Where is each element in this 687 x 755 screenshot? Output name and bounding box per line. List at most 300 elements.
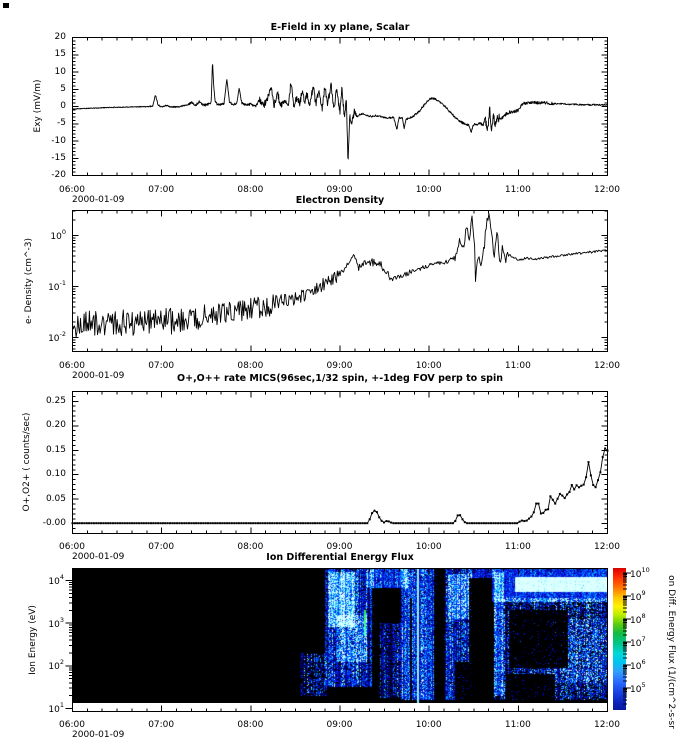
y-tick-label: $10^3$ [48, 615, 64, 630]
series-marker [357, 522, 359, 524]
series-marker [350, 522, 352, 524]
x-tick-label: 06:00 [59, 720, 85, 730]
colorbar-tick-label: $10^{10}$ [630, 566, 650, 580]
series-marker [250, 522, 252, 524]
series-marker [312, 522, 314, 524]
y-tick-label: 10 [54, 66, 66, 77]
series-marker [578, 486, 580, 488]
series-marker [76, 522, 78, 524]
series-marker [388, 520, 390, 522]
series-marker [257, 522, 259, 524]
panel3-title: O+,O++ rate MICS(96sec,1/32 spin, +-1deg FOV perp to spin [177, 373, 503, 384]
series-marker [595, 486, 597, 488]
x-tick-label: 10:00 [415, 720, 442, 730]
series-marker [521, 520, 523, 522]
x-tick-label: 11:00 [504, 542, 531, 552]
series-marker [466, 522, 468, 524]
series-marker [129, 522, 131, 524]
series-marker [228, 522, 230, 524]
colorbar-label: on Diff. Energy Flux (1/(cm^2-s-sr [666, 575, 676, 729]
series-marker [110, 522, 112, 524]
series-marker [557, 498, 559, 500]
series-marker [100, 522, 102, 524]
series-marker [504, 522, 506, 524]
panel3-series [72, 391, 608, 534]
y-tick-label: 0.25 [45, 395, 66, 406]
y-tick-label: 15 [54, 49, 66, 60]
series-marker [267, 522, 269, 524]
y-tick-label: $10^{-1}$ [48, 278, 66, 293]
series-marker [421, 522, 423, 524]
series-marker [138, 522, 140, 524]
series-marker [438, 522, 440, 524]
x-tick-label: 09:00 [326, 720, 353, 730]
y-tick-label: $10^{-2}$ [48, 329, 66, 344]
panel1-title: E-Field in xy plane, Scalar [270, 22, 410, 33]
series-marker [566, 493, 568, 495]
series-marker [343, 522, 345, 524]
series-marker [193, 522, 195, 524]
series-marker [335, 522, 337, 524]
series-marker [371, 512, 373, 514]
y-tick-label: 5 [60, 83, 66, 94]
series-marker [326, 522, 328, 524]
series-marker [198, 522, 200, 524]
series-marker [385, 520, 387, 522]
series-marker [202, 522, 204, 524]
series-marker [133, 522, 135, 524]
series-marker [219, 522, 221, 524]
series-marker [155, 522, 157, 524]
series-marker [179, 522, 181, 524]
series-marker [288, 522, 290, 524]
x-tick-label: 08:00 [237, 720, 264, 730]
series-marker [264, 522, 266, 524]
series-marker [212, 522, 214, 524]
series-marker [150, 522, 152, 524]
series-marker [485, 522, 487, 524]
series-marker [283, 522, 285, 524]
series-marker [561, 495, 563, 497]
series-marker [259, 522, 261, 524]
panel4-axes [59, 562, 621, 720]
x-tick-label: 12:00 [594, 185, 620, 195]
colorbar-tick-label: $10^9$ [630, 589, 646, 603]
series-marker [286, 522, 288, 524]
series-marker [190, 522, 192, 524]
series-marker [83, 522, 85, 524]
panel3-date-label: 2000-01-09 [72, 552, 125, 562]
series-marker [423, 522, 425, 524]
series-marker [81, 522, 83, 524]
series-marker [188, 522, 190, 524]
y-tick-label: 20 [54, 32, 66, 42]
series-marker [462, 518, 464, 520]
series-marker [98, 522, 100, 524]
series-marker [114, 522, 116, 524]
x-tick-label: 07:00 [148, 720, 175, 730]
series-marker [238, 522, 240, 524]
x-tick-label: 11:00 [504, 361, 531, 371]
x-tick-label: 09:00 [326, 361, 353, 371]
series-marker [302, 522, 304, 524]
series-marker [383, 521, 385, 523]
series-marker [145, 522, 147, 524]
series-marker [72, 522, 74, 524]
series-marker [607, 450, 609, 452]
series-marker [338, 522, 340, 524]
series-marker [309, 522, 311, 524]
series-marker [473, 522, 475, 524]
y-tick-label: -5 [57, 118, 66, 129]
series-marker [585, 476, 587, 478]
series-marker [447, 522, 449, 524]
series-marker [509, 522, 511, 524]
series-marker [269, 522, 271, 524]
series-marker [393, 522, 395, 524]
series-marker [79, 522, 81, 524]
series-marker [452, 522, 454, 524]
series-line [73, 65, 608, 159]
series-marker [533, 511, 535, 513]
series-marker [412, 522, 414, 524]
series-marker [321, 522, 323, 524]
series-marker [369, 518, 371, 520]
series-marker [362, 522, 364, 524]
panel4-date-label: 2000-01-09 [72, 730, 125, 740]
series-marker [207, 522, 209, 524]
series-marker [152, 522, 154, 524]
series-marker [126, 522, 128, 524]
series-marker [569, 491, 571, 493]
panel2-y-axis-label: e- Density (cm^-3) [24, 238, 34, 324]
x-tick-label: 07:00 [148, 185, 175, 195]
series-line [73, 449, 608, 524]
y-tick-label: -15 [51, 152, 66, 163]
series-marker [293, 522, 295, 524]
series-marker [214, 522, 216, 524]
x-tick-label: 06:00 [59, 185, 85, 195]
series-marker [395, 522, 397, 524]
series-marker [107, 522, 109, 524]
series-marker [450, 522, 452, 524]
series-marker [428, 522, 430, 524]
series-marker [274, 522, 276, 524]
x-tick-label: 08:00 [237, 542, 264, 552]
series-marker [347, 522, 349, 524]
y-tick-label: $10^4$ [48, 572, 64, 587]
series-marker [471, 522, 473, 524]
y-tick-label: 0.15 [45, 444, 66, 455]
series-marker [117, 522, 119, 524]
panel2-series [72, 210, 608, 352]
series-marker [599, 471, 601, 473]
series-marker [224, 522, 226, 524]
series-marker [538, 503, 540, 505]
series-marker [402, 522, 404, 524]
series-marker [549, 495, 551, 497]
series-marker [523, 520, 525, 522]
series-marker [112, 522, 114, 524]
series-marker [511, 522, 513, 524]
panel1-date-label: 2000-01-09 [72, 195, 125, 205]
series-marker [502, 522, 504, 524]
series-marker [171, 522, 173, 524]
series-marker [469, 522, 471, 524]
series-marker [93, 522, 95, 524]
series-marker [559, 493, 561, 495]
series-marker [340, 522, 342, 524]
series-marker [328, 522, 330, 524]
series-marker [174, 522, 176, 524]
series-marker [400, 522, 402, 524]
y-tick-label: $10^1$ [48, 701, 64, 716]
series-marker [297, 522, 299, 524]
series-marker [442, 522, 444, 524]
series-marker [262, 522, 264, 524]
series-marker [419, 522, 421, 524]
series-marker [590, 474, 592, 476]
series-marker [507, 522, 509, 524]
x-tick-label: 12:00 [594, 361, 620, 371]
series-marker [478, 522, 480, 524]
series-marker [426, 522, 428, 524]
series-marker [240, 522, 242, 524]
series-marker [588, 461, 590, 463]
series-marker [431, 522, 433, 524]
series-marker [295, 522, 297, 524]
series-marker [231, 522, 233, 524]
series-marker [440, 522, 442, 524]
series-marker [95, 522, 97, 524]
x-tick-label: 06:00 [59, 542, 85, 552]
x-tick-label: 08:00 [237, 185, 264, 195]
series-marker [459, 514, 461, 516]
series-marker [454, 520, 456, 522]
series-marker [131, 522, 133, 524]
series-marker [248, 522, 250, 524]
y-tick-label: 0.20 [45, 420, 66, 431]
series-marker [316, 522, 318, 524]
series-marker [554, 503, 556, 505]
series-marker [580, 485, 582, 487]
colorbar-tick-label: $10^6$ [630, 658, 646, 672]
x-tick-label: 08:00 [237, 361, 264, 371]
series-marker [355, 522, 357, 524]
series-marker [573, 488, 575, 490]
series-marker [236, 522, 238, 524]
series-marker [435, 522, 437, 524]
series-marker [414, 522, 416, 524]
x-tick-label: 12:00 [594, 720, 620, 730]
series-marker [121, 522, 123, 524]
series-marker [583, 484, 585, 486]
series-marker [433, 522, 435, 524]
window-artifact [3, 3, 9, 8]
series-marker [345, 522, 347, 524]
series-marker [519, 521, 521, 523]
series-marker [535, 503, 537, 505]
series-marker [597, 479, 599, 481]
panel4-y-axis-label: Ion Energy (eV) [28, 605, 38, 675]
series-marker [119, 522, 121, 524]
series-marker [483, 522, 485, 524]
series-marker [547, 508, 549, 510]
series-marker [492, 522, 494, 524]
series-marker [167, 522, 169, 524]
series-marker [457, 514, 459, 516]
panel1-y-axis-label: Exy (mV/m) [33, 79, 43, 133]
series-marker [407, 522, 409, 524]
series-marker [481, 522, 483, 524]
series-marker [290, 522, 292, 524]
x-tick-label: 09:00 [326, 542, 353, 552]
panel2-date-label: 2000-01-09 [72, 371, 125, 381]
series-marker [542, 512, 544, 514]
x-tick-label: 10:00 [415, 185, 442, 195]
series-marker [195, 522, 197, 524]
series-marker [404, 522, 406, 524]
x-tick-label: 12:00 [594, 542, 620, 552]
series-marker [319, 522, 321, 524]
series-marker [307, 522, 309, 524]
series-marker [186, 522, 188, 524]
series-marker [602, 456, 604, 458]
series-marker [464, 521, 466, 523]
series-marker [276, 522, 278, 524]
x-tick-label: 09:00 [326, 185, 353, 195]
series-marker [278, 522, 280, 524]
series-marker [516, 522, 518, 524]
series-marker [88, 522, 90, 524]
series-marker [245, 522, 247, 524]
series-marker [252, 522, 254, 524]
x-tick-label: 06:00 [59, 361, 85, 371]
series-marker [488, 522, 490, 524]
x-tick-label: 11:00 [504, 185, 531, 195]
series-marker [181, 522, 183, 524]
series-marker [526, 520, 528, 522]
series-marker [141, 522, 143, 524]
y-tick-label: -20 [51, 170, 66, 180]
series-marker [564, 497, 566, 499]
series-marker [352, 522, 354, 524]
series-marker [390, 522, 392, 524]
series-marker [169, 522, 171, 524]
series-marker [164, 522, 166, 524]
series-marker [366, 522, 368, 524]
series-marker [445, 522, 447, 524]
series-marker [176, 522, 178, 524]
series-marker [314, 522, 316, 524]
colorbar-tick-label: $10^7$ [630, 635, 646, 649]
series-marker [378, 516, 380, 518]
y-tick-label: 0.10 [45, 469, 66, 480]
x-tick-label: 10:00 [415, 542, 442, 552]
series-marker [271, 522, 273, 524]
series-marker [86, 522, 88, 524]
series-marker [226, 522, 228, 524]
series-marker [200, 522, 202, 524]
series-marker [105, 522, 107, 524]
series-line [73, 213, 608, 337]
series-marker [183, 522, 185, 524]
x-tick-label: 10:00 [415, 361, 442, 371]
series-marker [364, 522, 366, 524]
series-marker [545, 509, 547, 511]
y-tick-label: $10^0$ [50, 227, 66, 242]
x-tick-label: 07:00 [148, 361, 175, 371]
series-marker [300, 522, 302, 524]
series-marker [374, 510, 376, 512]
series-marker [552, 499, 554, 501]
series-marker [148, 522, 150, 524]
series-marker [528, 518, 530, 520]
series-marker [205, 522, 207, 524]
x-tick-label: 07:00 [148, 542, 175, 552]
series-marker [530, 516, 532, 518]
series-marker [540, 513, 542, 515]
y-tick-label: 0.05 [45, 493, 66, 504]
series-marker [397, 522, 399, 524]
y-tick-label: $10^2$ [48, 658, 64, 673]
y-tick-label: 0 [60, 101, 66, 111]
panel2-title: Electron Density [295, 195, 385, 206]
series-marker [221, 522, 223, 524]
series-marker [416, 522, 418, 524]
series-marker [324, 522, 326, 524]
series-marker [476, 522, 478, 524]
series-marker [592, 484, 594, 486]
series-marker [209, 522, 211, 524]
series-marker [514, 522, 516, 524]
series-marker [281, 522, 283, 524]
series-marker [409, 522, 411, 524]
series-marker [571, 484, 573, 486]
series-marker [233, 522, 235, 524]
series-marker [305, 522, 307, 524]
series-marker [495, 522, 497, 524]
series-marker [500, 522, 502, 524]
series-marker [102, 522, 104, 524]
panel1-series [72, 37, 608, 176]
series-marker [359, 522, 361, 524]
series-marker [91, 522, 93, 524]
y-tick-label: -10 [51, 135, 66, 146]
series-marker [162, 522, 164, 524]
series-marker [604, 448, 606, 450]
series-marker [143, 522, 145, 524]
series-marker [333, 522, 335, 524]
series-marker [576, 484, 578, 486]
series-marker [243, 522, 245, 524]
series-marker [497, 522, 499, 524]
series-marker [160, 522, 162, 524]
series-marker [217, 522, 219, 524]
series-marker [136, 522, 138, 524]
series-marker [376, 511, 378, 513]
colorbar-tick-label: $10^8$ [630, 612, 646, 626]
colorbar-tick-label: $10^5$ [630, 681, 646, 695]
series-marker [255, 522, 257, 524]
series-marker [381, 520, 383, 522]
series-marker [490, 522, 492, 524]
panel3-y-axis-label: O+,O2+ ( counts/sec) [22, 412, 32, 512]
x-tick-label: 11:00 [504, 720, 531, 730]
series-marker [157, 522, 159, 524]
series-marker [331, 522, 333, 524]
panel4-title: Ion Differential Energy Flux [266, 552, 414, 563]
